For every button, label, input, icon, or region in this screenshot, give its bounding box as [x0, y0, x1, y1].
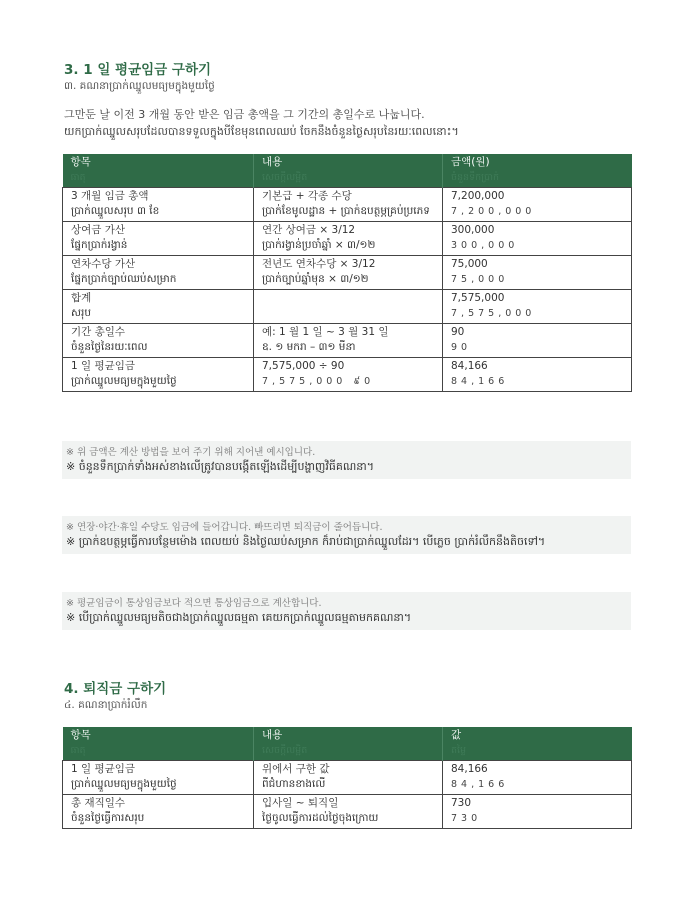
cell-value [443, 761, 632, 795]
average-wage-table [62, 154, 632, 392]
amount: 90 [451, 326, 465, 338]
severance-table [62, 727, 632, 829]
item-km: សរុប [71, 307, 91, 319]
detail-km: ថ្ងៃចូលធ្វើការដល់ថ្ងៃចុងក្រោយ [262, 812, 379, 824]
amount-km: 300,000 [451, 240, 519, 251]
note-km: ※ ចំនួនទឹកប្រាក់ទាំងអស់ខាងលើត្រូវបានបង្កើតឡើងដើម្បីបង្ហាញវិធីគណនា។ [66, 460, 375, 473]
cell-detail [254, 188, 443, 222]
table-row [63, 358, 632, 392]
item-ko: 3 개월 임금 총액 [71, 190, 149, 202]
detail-ko: 기본급 + 각종 수당 [262, 190, 352, 202]
table-row [63, 222, 632, 256]
detail-km: ប្រាក់ច្បាប់ឆ្នាំមុន × ៣/១២ [262, 273, 369, 285]
item-ko: 총 재직일수 [71, 797, 126, 809]
cell-item [63, 761, 254, 795]
cell-item [63, 256, 254, 290]
section3-title: 3. 1 일 평균임금 구하기 [64, 62, 212, 78]
cell-amount [443, 188, 632, 222]
amount-km: 7,575,000 [451, 308, 536, 319]
cell-detail [254, 290, 443, 324]
item-ko: 1 일 평균임금 [71, 763, 136, 775]
section3-paragraph-km: យកប្រាក់ឈ្នួលសរុបដែលបានទទួលក្នុងបីខែមុនពេលឈប់ ចែកនឹងចំនួនថ្ងៃសរុបនៃរយៈពេលនោះ។ [64, 125, 459, 138]
cell-amount [443, 324, 632, 358]
header-item-ko: 항목 [70, 156, 91, 168]
item-ko: 1 일 평균임금 [71, 360, 136, 372]
value: 84,166 [451, 763, 488, 775]
section3-paragraph-ko: 그만둔 날 이전 3 개월 동안 받은 임금 총액을 그 기간의 총일수로 나눕니다. [64, 108, 425, 121]
table-row [63, 256, 632, 290]
cell-value [443, 795, 632, 829]
section4-subtitle: ៤. គណនាប្រាក់រំលឹក [64, 699, 148, 711]
item-km: ផ្នែកប្រាក់ច្បាប់ឈប់សម្រាក [71, 273, 177, 285]
header-value-ko: 값 [451, 729, 462, 741]
note-ko: ※ 평균임금이 통상임금보다 적으면 통상임금으로 계산합니다. [66, 598, 322, 609]
section3-subtitle: ៣. គណនាប្រាក់ឈ្នួលមធ្យមក្នុងមួយថ្ងៃ [64, 80, 215, 92]
cell-item [63, 222, 254, 256]
header-detail [254, 727, 443, 761]
detail-km: ឧ. ១ មករា – ៣១ មីនា [262, 341, 356, 353]
header-amount-ko: 금액(원) [451, 156, 490, 168]
header-detail [254, 154, 443, 188]
value-km: 84,166 [451, 779, 509, 790]
cell-detail [254, 795, 443, 829]
amount: 300,000 [451, 224, 495, 236]
table-row [63, 761, 632, 795]
detail-km: ប្រាក់រង្វាន់ប្រចាំឆ្នាំ × ៣/១២ [262, 239, 376, 251]
item-km: ប្រាក់ឈ្នួលមធ្យមក្នុងមួយថ្ងៃ [71, 778, 177, 790]
amount-km: 84,166 [451, 376, 509, 387]
cell-item [63, 290, 254, 324]
cell-detail [254, 761, 443, 795]
cell-item [63, 795, 254, 829]
value: 730 [451, 797, 472, 809]
item-km: ចំនួនថ្ងៃនៃរយៈពេល [71, 341, 148, 353]
section4-title: 4. 퇴직금 구하기 [64, 681, 167, 697]
amount: 7,200,000 [451, 190, 505, 202]
cell-amount [443, 290, 632, 324]
cell-item [63, 188, 254, 222]
cell-item [63, 324, 254, 358]
cell-amount [443, 358, 632, 392]
detail-ko: 전년도 연차수당 × 3/12 [262, 258, 376, 270]
header-value [443, 727, 632, 761]
header-detail-ko: 내용 [262, 156, 283, 168]
header-detail-ko: 내용 [262, 729, 283, 741]
amount-km: 75,000 [451, 274, 509, 285]
detail-ko: 입사일 ~ 퇴직일 [262, 797, 339, 809]
item-ko: 상여금 가산 [71, 224, 126, 236]
note-box [62, 592, 631, 630]
cell-detail [254, 358, 443, 392]
item-ko: 합계 [71, 292, 92, 304]
header-item [63, 154, 254, 188]
header-item-km: ធាតុ [70, 745, 86, 756]
amount: 75,000 [451, 258, 488, 270]
header-item-ko: 항목 [70, 729, 91, 741]
cell-detail [254, 222, 443, 256]
table-header-row [63, 154, 632, 188]
table-row-total [63, 290, 632, 324]
amount: 84,166 [451, 360, 488, 372]
cell-item [63, 358, 254, 392]
amount: 7,575,000 [451, 292, 505, 304]
item-ko: 연차수당 가산 [71, 258, 136, 270]
detail-km: ពីជំហានខាងលើ [262, 778, 326, 790]
cell-amount [443, 256, 632, 290]
header-detail-km: សេចក្តីលម្អិត [262, 172, 308, 183]
amount-km: 90 [451, 342, 472, 353]
cell-amount [443, 222, 632, 256]
item-km: ប្រាក់ឈ្នួលសរុប ៣ ខែ [71, 205, 160, 217]
detail-km: ប្រាក់ខែមូលដ្ឋាន + ប្រាក់ឧបត្ថម្ភគ្រប់ប្រភេទ [262, 205, 430, 217]
note-ko: ※ 위 금액은 계산 방법을 보여 주기 위해 지어낸 예시입니다. [66, 447, 316, 458]
note-km: ※ បើប្រាក់ឈ្នួលមធ្យមតិចជាងប្រាក់ឈ្នួលធម្មតា គេយកប្រាក់ឈ្នួលធម្មតាមកគណនា។ [66, 611, 412, 624]
header-value-km: តម្លៃ [451, 745, 467, 756]
value-km: 730 [451, 813, 482, 824]
cell-detail [254, 324, 443, 358]
table-row [63, 188, 632, 222]
header-item-km: ធាតុ [70, 172, 86, 183]
header-item [63, 727, 254, 761]
table-row [63, 795, 632, 829]
item-km: ផ្នែកប្រាក់រង្វាន់ [71, 239, 128, 251]
note-box [62, 441, 631, 479]
note-box [62, 516, 631, 554]
item-km: ប្រាក់ឈ្នួលមធ្យមក្នុងមួយថ្ងៃ [71, 375, 177, 387]
detail-ko: 7,575,000 ÷ 90 [262, 360, 345, 372]
header-amount [443, 154, 632, 188]
item-ko: 기간 총일수 [71, 326, 126, 338]
detail-ko: 예: 1 월 1 일 ~ 3 월 31 일 [262, 326, 389, 338]
amount-km: 7,200,000 [451, 206, 536, 217]
item-km: ចំនួនថ្ងៃធ្វើការសរុប [71, 812, 145, 824]
table-header-row [63, 727, 632, 761]
note-ko: ※ 연장·야간·휴일 수당도 임금에 들어갑니다. 빠뜨리면 퇴직금이 줄어듭니다. [66, 522, 383, 533]
detail-km: 7,575,000 ៩0 [262, 376, 375, 387]
header-amount-km: ចំនួនទឹកប្រាក់ [451, 172, 500, 183]
table-row [63, 324, 632, 358]
detail-ko: 연간 상여금 × 3/12 [262, 224, 356, 236]
note-km: ※ ប្រាក់ឧបត្ថម្ភធ្វើការបន្ថែមម៉ោង ពេលយប់ និងថ្ងៃឈប់សម្រាក ក៏រាប់ជាប្រាក់ឈ្នួលដែរ។ បើភ្លេច ប្រាក់រំលឹកនឹងតិចទៅ។ [66, 535, 546, 548]
header-detail-km: សេចក្តីលម្អិត [262, 745, 308, 756]
detail-ko: 위에서 구한 값 [262, 763, 330, 775]
cell-detail [254, 256, 443, 290]
